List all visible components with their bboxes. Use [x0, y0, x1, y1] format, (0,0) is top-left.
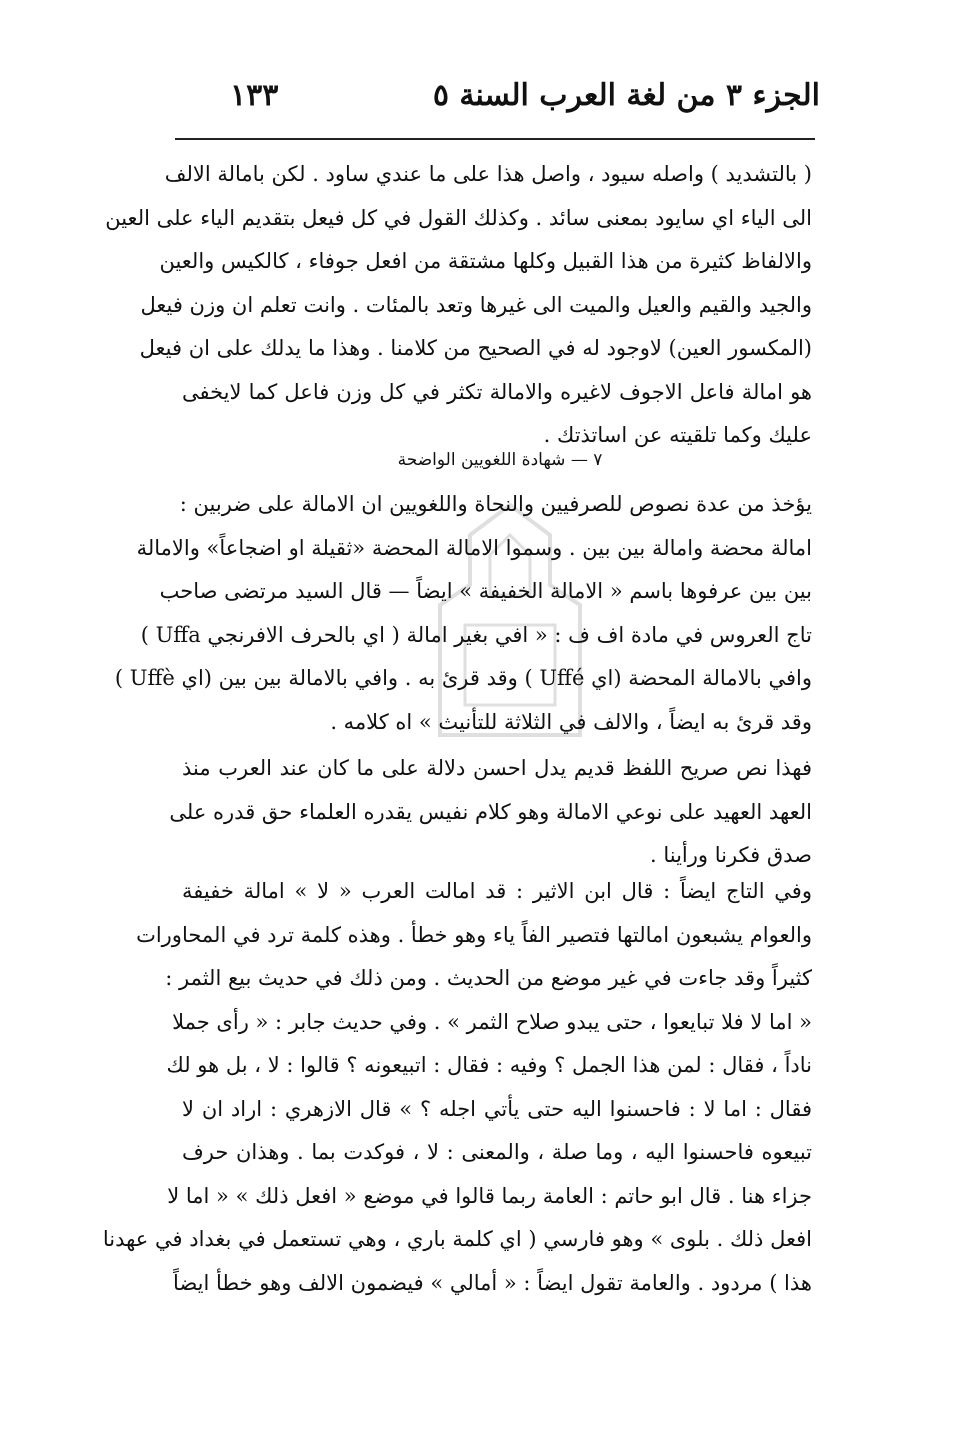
text-line: تبيعوه فاحسنوا اليه ، وما صلة ، والمعنى : لا ، فوكدت بما . وهذان حرف [182, 1140, 812, 1164]
paragraph-4 [102, 870, 812, 1305]
text-line: فهذا نص صريح اللفظ قديم يدل احسن دلالة على ما كان عند العرب منذ [182, 756, 812, 780]
text-line: افعل ذلك . بلوى » وهو فارسي ( اي كلمة باري ، وهي تستعمل في بغداد في عهدنا [102, 1227, 812, 1251]
text-line: وقد قرئ به ايضاً ، والالف في الثلاثة للتأنيث » اه كلامه . [330, 709, 812, 734]
text-line: والالفاظ كثيرة من هذا القبيل وكلها مشتقة من افعل جوفاء ، كالكيس والعين [159, 249, 812, 273]
text-line: جزاء هنا . قال ابو حاتم : العامة ربما قالوا في موضع « افعل ذلك » « اما لا [167, 1183, 812, 1208]
text-line: بين بين عرفوها باسم « الامالة الخفيفة » ايضاً — قال السيد مرتضى صاحب [159, 579, 812, 603]
text-line: كثيراً وقد جاءت في غير موضع من الحديث . ومن ذلك في حديث بيع الثمر : [165, 966, 812, 990]
text-line: صدق فكرنا ورأينا . [649, 843, 812, 867]
text-line: وفي التاج ايضاً : قال ابن الاثير : قد امالت العرب « لا » امالة خفيفة [182, 879, 812, 903]
text-line: العهد العهيد على نوعي الامالة وهو كلام نفيس يقدره العلماء حق قدره على [169, 799, 812, 824]
paragraph-1 [105, 153, 812, 458]
header-rule [175, 138, 815, 140]
page-header [230, 78, 820, 128]
text-line: فقال : اما لا : فاحسنوا اليه حتى يأتي اجله ؟ » قال الازهري : اراد ان لا [182, 1096, 812, 1121]
text-line: تاج العروس في مادة اف ف : « افي بغير امالة ( اي بالحرف الافرنجي Uffa ) [140, 622, 812, 647]
text-line: امالة محضة وامالة بين بين . وسموا الامالة المحضة «ثقيلة او اضجاعاً» والامالة [136, 535, 812, 560]
paragraph-2 [114, 483, 812, 744]
text-line: والجيد والقيم والعيل والميت الى غيرها وتعد بالمئات . وانت تعلم ان وزن فيعل [140, 292, 812, 317]
section-heading: ٧ — شهادة اللغويين الواضحة [397, 450, 603, 470]
paragraph-3 [169, 747, 812, 878]
text-line: وافي بالامالة المحضة (اي Uffé ) وقد قرئ به . وافي بالامالة بين بين (اي Uffè ) [114, 666, 812, 690]
text-line: « اما لا فلا تبايعوا ، حتى يبدو صلاح الثمر » . وفي حديث جابر : « رأى جملا [172, 1009, 812, 1034]
text-line: يؤخذ من عدة نصوص للصرفيين والنحاة واللغويين ان الامالة على ضربين : [179, 492, 812, 516]
page-number: ١٣٣ [230, 78, 279, 113]
text-line: (المكسور العين) لاوجود له في الصحيح من كلامنا . وهذا ما يدلك على ان فيعل [139, 336, 812, 360]
running-title: الجزء ٣ من لغة العرب السنة ٥ [432, 78, 820, 113]
text-line: الى الياء اي سايود بمعنى سائد . وكذلك القول في كل فيعل بتقديم الياء على العين [105, 205, 812, 230]
text-line: والعوام يشبعون امالتها فتصير الفاً ياء وهو خطأ . وهذه كلمة ترد في المحاورات [136, 922, 812, 947]
text-line: ( بالتشديد ) واصله سيود ، واصل هذا على ما عندي ساود . لكن بامالة الالف [164, 162, 812, 186]
text-line: عليك وكما تلقيته عن اساتذتك . [543, 423, 812, 447]
text-line: هذا ) مردود . والعامة تقول ايضاً : « أمالي » فيضمون الالف وهو خطأ ايضاً [173, 1270, 812, 1295]
text-line: هو امالة فاعل الاجوف لاغيره والامالة تكثر في كل وزن فاعل كما لايخفى [182, 379, 812, 404]
text-line: ناداً ، فقال : لمن هذا الجمل ؟ وفيه : فقال : اتبيعونه ؟ قالوا : لا ، بل هو لك [166, 1053, 812, 1077]
